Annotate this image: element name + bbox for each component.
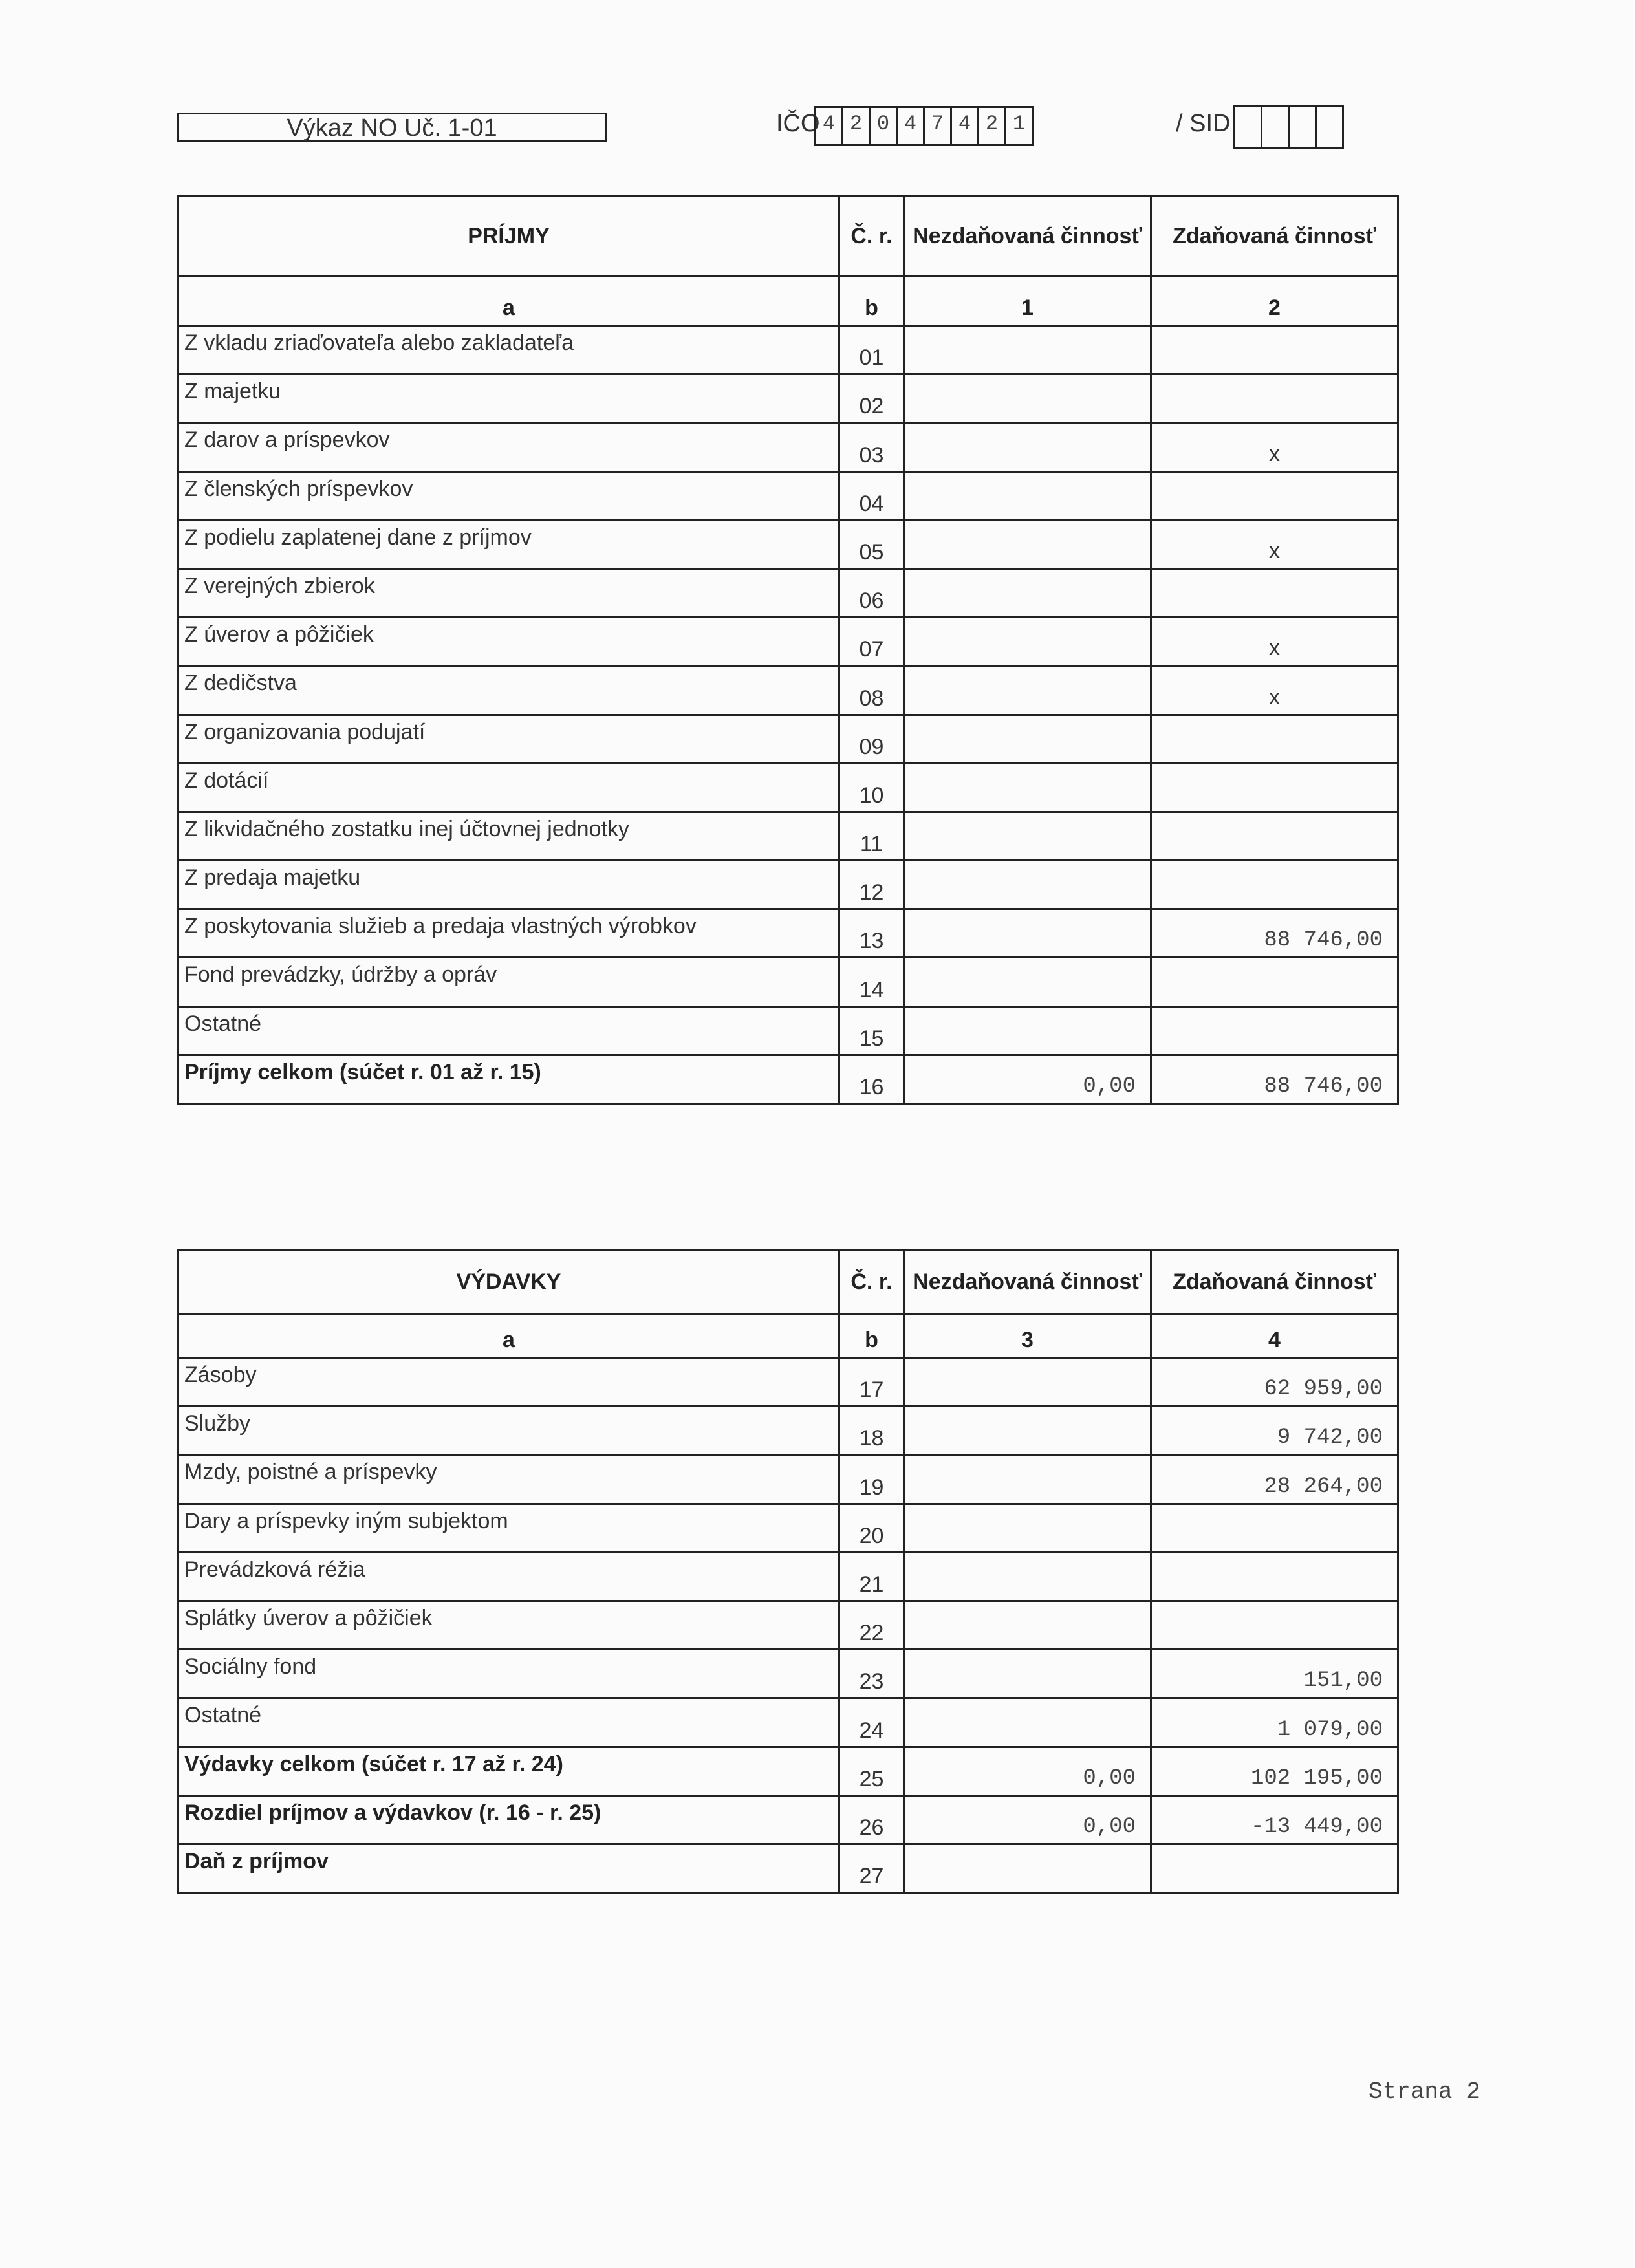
value-nontaxed — [904, 423, 1151, 471]
table-row — [179, 763, 1398, 812]
expenses-title: VÝDAVKY — [179, 1251, 839, 1314]
value-taxed — [1151, 374, 1398, 423]
value-taxed: x — [1151, 618, 1398, 666]
table-row — [179, 909, 1398, 958]
value-taxed: 102 195,00 — [1151, 1747, 1398, 1795]
value-taxed — [1151, 812, 1398, 860]
value-taxed: 88 746,00 — [1151, 909, 1398, 958]
value-nontaxed: 0,00 — [904, 1795, 1151, 1844]
row-number: 26 — [839, 1795, 904, 1844]
ico-digit: 0 — [869, 106, 898, 146]
ico-digit: 4 — [950, 106, 979, 146]
ico-digit: 1 — [1004, 106, 1034, 146]
value-nontaxed — [904, 666, 1151, 715]
row-number: 12 — [839, 861, 904, 909]
row-number: 14 — [839, 958, 904, 1006]
row-number: 07 — [839, 618, 904, 666]
value-nontaxed: 0,00 — [904, 1747, 1151, 1795]
value-nontaxed — [904, 1698, 1151, 1747]
table-row — [179, 1055, 1398, 1103]
expenses-col-nontaxed: Nezdaňovaná činnosť — [904, 1251, 1151, 1314]
table-row — [179, 1844, 1398, 1892]
income-col-nontaxed: Nezdaňovaná činnosť — [904, 197, 1151, 277]
value-taxed — [1151, 1552, 1398, 1601]
table-row — [179, 812, 1398, 860]
value-taxed: x — [1151, 520, 1398, 568]
row-number: 01 — [839, 326, 904, 374]
row-label: Zásoby — [179, 1358, 839, 1407]
value-nontaxed — [904, 1455, 1151, 1504]
income-col-a: a — [179, 277, 839, 326]
row-label: Ostatné — [179, 1698, 839, 1747]
row-label: Z členských príspevkov — [179, 471, 839, 520]
row-label: Výdavky celkom (súčet r. 17 až r. 24) — [179, 1747, 839, 1795]
sid-box — [1261, 105, 1290, 149]
value-taxed: 9 742,00 — [1151, 1407, 1398, 1455]
row-number: 17 — [839, 1358, 904, 1407]
value-nontaxed — [904, 763, 1151, 812]
value-nontaxed — [904, 909, 1151, 958]
row-label: Z podielu zaplatenej dane z príjmov — [179, 520, 839, 568]
table-row — [179, 1455, 1398, 1504]
value-nontaxed — [904, 1844, 1151, 1892]
ico-digit: 2 — [977, 106, 1006, 146]
expenses-col-b: b — [839, 1314, 904, 1358]
table-row — [179, 958, 1398, 1006]
value-taxed — [1151, 1504, 1398, 1552]
row-label: Z majetku — [179, 374, 839, 423]
table-row — [179, 666, 1398, 715]
expenses-table — [177, 1249, 1399, 1894]
value-nontaxed — [904, 471, 1151, 520]
value-nontaxed — [904, 1650, 1151, 1698]
row-label: Z poskytovania služieb a predaja vlastných výrobkov — [179, 909, 839, 958]
expenses-col-a: a — [179, 1314, 839, 1358]
row-label: Dary a príspevky iným subjektom — [179, 1504, 839, 1552]
row-number: 11 — [839, 812, 904, 860]
value-taxed — [1151, 763, 1398, 812]
expenses-col-4: 4 — [1151, 1314, 1398, 1358]
table-row — [179, 471, 1398, 520]
income-col-taxed: Zdaňovaná činnosť — [1151, 197, 1398, 277]
row-label: Z dedičstva — [179, 666, 839, 715]
row-number: 10 — [839, 763, 904, 812]
row-label: Z predaja majetku — [179, 861, 839, 909]
row-label: Príjmy celkom (súčet r. 01 až r. 15) — [179, 1055, 839, 1103]
value-taxed: -13 449,00 — [1151, 1795, 1398, 1844]
value-nontaxed — [904, 1601, 1151, 1649]
value-taxed: 28 264,00 — [1151, 1455, 1398, 1504]
row-number: 15 — [839, 1006, 904, 1055]
row-number: 25 — [839, 1747, 904, 1795]
value-nontaxed — [904, 568, 1151, 617]
value-nontaxed — [904, 374, 1151, 423]
row-label: Služby — [179, 1407, 839, 1455]
value-nontaxed — [904, 1006, 1151, 1055]
row-number: 02 — [839, 374, 904, 423]
value-nontaxed — [904, 715, 1151, 763]
value-nontaxed — [904, 520, 1151, 568]
table-row — [179, 715, 1398, 763]
row-number: 22 — [839, 1601, 904, 1649]
row-number: 04 — [839, 471, 904, 520]
row-label: Mzdy, poistné a príspevky — [179, 1455, 839, 1504]
value-nontaxed — [904, 618, 1151, 666]
value-nontaxed — [904, 1407, 1151, 1455]
sid-box — [1233, 105, 1262, 149]
row-number: 27 — [839, 1844, 904, 1892]
table-row — [179, 861, 1398, 909]
table-row — [179, 1698, 1398, 1747]
row-number: 13 — [839, 909, 904, 958]
value-taxed — [1151, 715, 1398, 763]
value-taxed: 88 746,00 — [1151, 1055, 1398, 1103]
row-number: 16 — [839, 1055, 904, 1103]
row-label: Z verejných zbierok — [179, 568, 839, 617]
value-nontaxed: 0,00 — [904, 1055, 1151, 1103]
row-number: 05 — [839, 520, 904, 568]
row-label: Z dotácií — [179, 763, 839, 812]
table-row — [179, 1358, 1398, 1407]
table-row — [179, 1747, 1398, 1795]
row-label: Z darov a príspevkov — [179, 423, 839, 471]
expenses-col-taxed: Zdaňovaná činnosť — [1151, 1251, 1398, 1314]
value-taxed — [1151, 1844, 1398, 1892]
value-taxed — [1151, 861, 1398, 909]
value-nontaxed — [904, 1504, 1151, 1552]
ico-label: IČO — [776, 110, 820, 137]
ico-digit-boxes — [816, 106, 1034, 146]
table-row — [179, 1006, 1398, 1055]
table-row — [179, 423, 1398, 471]
value-nontaxed — [904, 861, 1151, 909]
table-row — [179, 520, 1398, 568]
sid-box — [1288, 105, 1317, 149]
row-number: 19 — [839, 1455, 904, 1504]
value-taxed: x — [1151, 666, 1398, 715]
value-taxed — [1151, 471, 1398, 520]
row-label: Z likvidačného zostatku inej účtovnej jednotky — [179, 812, 839, 860]
table-row — [179, 326, 1398, 374]
row-label: Rozdiel príjmov a výdavkov (r. 16 - r. 25) — [179, 1795, 839, 1844]
table-row — [179, 1601, 1398, 1649]
page-number: Strana 2 — [1369, 2079, 1480, 2105]
income-table — [177, 195, 1399, 1105]
row-label: Z organizovania podujatí — [179, 715, 839, 763]
table-row — [179, 618, 1398, 666]
ico-digit: 4 — [814, 106, 843, 146]
ico-digit: 2 — [841, 106, 871, 146]
value-taxed — [1151, 568, 1398, 617]
expenses-col-3: 3 — [904, 1314, 1151, 1358]
value-taxed: 62 959,00 — [1151, 1358, 1398, 1407]
sid-label: / SID — [1176, 110, 1231, 137]
row-number: 20 — [839, 1504, 904, 1552]
row-number: 08 — [839, 666, 904, 715]
income-col-cr: Č. r. — [839, 197, 904, 277]
row-number: 21 — [839, 1552, 904, 1601]
row-number: 23 — [839, 1650, 904, 1698]
income-title: PRÍJMY — [179, 197, 839, 277]
income-col-b: b — [839, 277, 904, 326]
table-row — [179, 1650, 1398, 1698]
value-nontaxed — [904, 1358, 1151, 1407]
value-taxed — [1151, 958, 1398, 1006]
table-row — [179, 1407, 1398, 1455]
value-taxed — [1151, 326, 1398, 374]
row-label: Ostatné — [179, 1006, 839, 1055]
table-row — [179, 1504, 1398, 1552]
value-nontaxed — [904, 326, 1151, 374]
row-number: 09 — [839, 715, 904, 763]
value-taxed: x — [1151, 423, 1398, 471]
sid-box — [1315, 105, 1344, 149]
value-taxed — [1151, 1601, 1398, 1649]
row-number: 18 — [839, 1407, 904, 1455]
row-label: Fond prevádzky, údržby a opráv — [179, 958, 839, 1006]
table-row — [179, 1795, 1398, 1844]
row-label: Z vkladu zriaďovateľa alebo zakladateľa — [179, 326, 839, 374]
value-taxed: 151,00 — [1151, 1650, 1398, 1698]
value-nontaxed — [904, 1552, 1151, 1601]
income-col-2: 2 — [1151, 277, 1398, 326]
ico-digit: 7 — [923, 106, 952, 146]
income-col-1: 1 — [904, 277, 1151, 326]
row-number: 06 — [839, 568, 904, 617]
value-nontaxed — [904, 958, 1151, 1006]
form-title: Výkaz NO Uč. 1-01 — [177, 113, 607, 142]
row-label: Z úverov a pôžičiek — [179, 618, 839, 666]
ico-digit: 4 — [896, 106, 925, 146]
value-nontaxed — [904, 812, 1151, 860]
table-row — [179, 568, 1398, 617]
expenses-col-cr: Č. r. — [839, 1251, 904, 1314]
value-taxed: 1 079,00 — [1151, 1698, 1398, 1747]
row-number: 03 — [839, 423, 904, 471]
row-label: Splátky úverov a pôžičiek — [179, 1601, 839, 1649]
row-number: 24 — [839, 1698, 904, 1747]
row-label: Prevádzková réžia — [179, 1552, 839, 1601]
sid-boxes — [1235, 105, 1344, 149]
value-taxed — [1151, 1006, 1398, 1055]
table-row — [179, 374, 1398, 423]
row-label: Sociálny fond — [179, 1650, 839, 1698]
row-label: Daň z príjmov — [179, 1844, 839, 1892]
table-row — [179, 1552, 1398, 1601]
